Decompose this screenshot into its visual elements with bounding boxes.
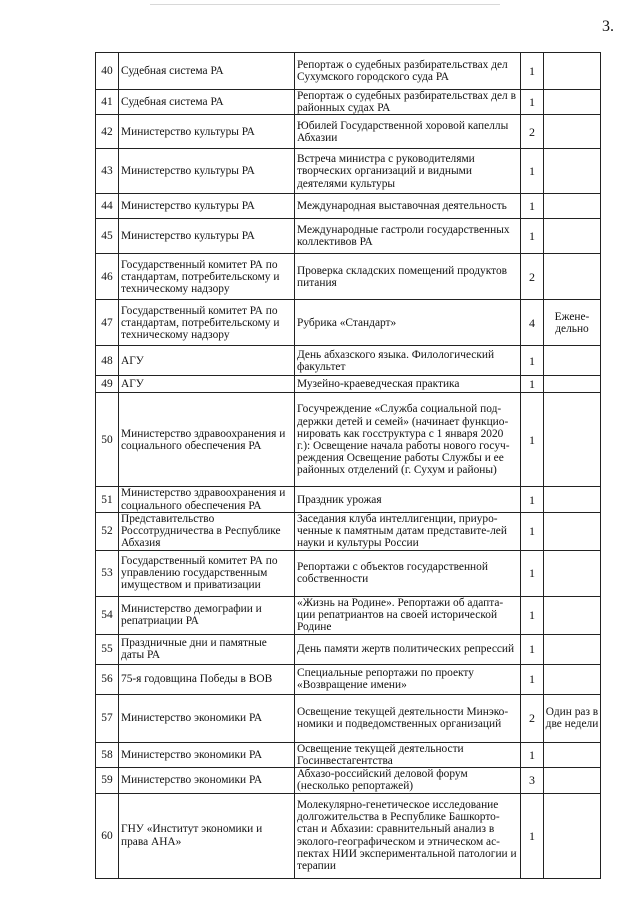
table-row	[96, 634, 601, 664]
organization-cell: АГУ	[119, 376, 295, 393]
organization-cell: Министерство экономики РА	[119, 694, 295, 742]
row-number-cell: 41	[96, 90, 119, 115]
periodicity-cell	[544, 550, 601, 596]
organization-cell: Министерство экономики РА	[119, 768, 295, 793]
periodicity-cell	[544, 115, 601, 149]
organization-cell: Судебная система РА	[119, 53, 295, 90]
quantity-cell: 1	[521, 550, 544, 596]
topic-cell: Репортажи с объектов государственной собственности	[295, 550, 521, 596]
organization-cell: Министерство демографии и репатриации РА	[119, 596, 295, 634]
periodicity-cell	[544, 90, 601, 115]
row-number-cell: 43	[96, 149, 119, 194]
organization-cell: Министерство культуры РА	[119, 115, 295, 149]
topic-cell: Абхазо-российский деловой форум (несколько репортажей)	[295, 768, 521, 793]
quantity-cell: 1	[521, 664, 544, 694]
periodicity-cell	[544, 376, 601, 393]
quantity-cell: 2	[521, 694, 544, 742]
row-number-cell: 58	[96, 742, 119, 767]
periodicity-cell	[544, 53, 601, 90]
row-number-cell: 57	[96, 694, 119, 742]
organization-cell: Министерство культуры РА	[119, 149, 295, 194]
organization-cell: Представительство Россотрудничества в Республике Абхазия	[119, 512, 295, 550]
periodicity-cell	[544, 254, 601, 300]
quantity-cell: 2	[521, 115, 544, 149]
table-row	[96, 90, 601, 115]
row-number-cell: 44	[96, 194, 119, 219]
topic-cell: День памяти жертв политических репрессий	[295, 634, 521, 664]
table-row	[96, 664, 601, 694]
quantity-cell: 1	[521, 742, 544, 767]
organization-cell: Судебная система РА	[119, 90, 295, 115]
periodicity-cell	[544, 194, 601, 219]
table-row	[96, 742, 601, 767]
organization-cell: Министерство здравоохранения и социального обеспечения РА	[119, 393, 295, 487]
topic-cell: Заседания клуба интеллигенции, приуро-ченные к памятным датам представите-лей науки и культуры России	[295, 512, 521, 550]
row-number-cell: 51	[96, 487, 119, 512]
topic-cell: Международная выставочная деятельность	[295, 194, 521, 219]
quantity-cell: 1	[521, 53, 544, 90]
table-row	[96, 254, 601, 300]
row-number-cell: 55	[96, 634, 119, 664]
topic-cell: Рубрика «Стандарт»	[295, 300, 521, 346]
topic-cell: Юбилей Государственной хоровой капеллы Абхазии	[295, 115, 521, 149]
scan-top-rule	[150, 4, 500, 5]
row-number-cell: 53	[96, 550, 119, 596]
table-row	[96, 194, 601, 219]
quantity-cell: 1	[521, 346, 544, 376]
row-number-cell: 54	[96, 596, 119, 634]
topic-cell: Освещение текущей деятельности Госинвестагентства	[295, 742, 521, 767]
quantity-cell: 1	[521, 90, 544, 115]
row-number-cell: 60	[96, 793, 119, 878]
topic-cell: Музейно-краеведческая практика	[295, 376, 521, 393]
table-row	[96, 115, 601, 149]
periodicity-cell	[544, 768, 601, 793]
table-row	[96, 219, 601, 254]
quantity-cell: 1	[521, 376, 544, 393]
topic-cell: Молекулярно-генетическое исследование долгожительства в Республике Башкорто-стан и Абхазии: сравнительный анализ в эколого-географическом и этническом ас-пектах НИИ экспериментальной патологии и терапии	[295, 793, 521, 878]
quantity-cell: 1	[521, 596, 544, 634]
table-row	[96, 346, 601, 376]
periodicity-cell	[544, 149, 601, 194]
quantity-cell: 1	[521, 487, 544, 512]
periodicity-cell	[544, 634, 601, 664]
organization-cell: Государственный комитет РА по управлению государственным имуществом и приватизации	[119, 550, 295, 596]
quantity-cell: 1	[521, 149, 544, 194]
quantity-cell: 1	[521, 634, 544, 664]
topic-cell: Праздник урожая	[295, 487, 521, 512]
periodicity-cell	[544, 487, 601, 512]
program-table	[95, 52, 601, 879]
row-number-cell: 40	[96, 53, 119, 90]
quantity-cell: 1	[521, 793, 544, 878]
quantity-cell: 1	[521, 393, 544, 487]
table-row	[96, 768, 601, 793]
table-row	[96, 300, 601, 346]
periodicity-cell	[544, 596, 601, 634]
row-number-cell: 47	[96, 300, 119, 346]
table-row	[96, 53, 601, 90]
topic-cell: Встреча министра с руководителями творческих организаций и видными деятелями культуры	[295, 149, 521, 194]
table-row	[96, 596, 601, 634]
organization-cell: Государственный комитет РА по стандартам, потребительскому и техническому надзору	[119, 300, 295, 346]
row-number-cell: 42	[96, 115, 119, 149]
organization-cell: Министерство здравоохранения и социального обеспечения РА	[119, 487, 295, 512]
periodicity-cell	[544, 742, 601, 767]
topic-cell: Госучреждение «Служба социальной под-держки детей и семей» (начинает функцио-нировать как госструктура с 1 января 2020 г.): Освещение начала работы нового госуч-реждения Освещение работы Службы и ее районных отделений (г. Сухум и районы)	[295, 393, 521, 487]
organization-cell: ГНУ «Институт экономики и права АНА»	[119, 793, 295, 878]
topic-cell: «Жизнь на Родине». Репортажи об адапта-ции репатриантов на своей исторической Родине	[295, 596, 521, 634]
row-number-cell: 50	[96, 393, 119, 487]
organization-cell: АГУ	[119, 346, 295, 376]
row-number-cell: 59	[96, 768, 119, 793]
organization-cell: 75-я годовщина Победы в ВОВ	[119, 664, 295, 694]
quantity-cell: 1	[521, 194, 544, 219]
quantity-cell: 2	[521, 254, 544, 300]
organization-cell: Праздничные дни и памятные даты РА	[119, 634, 295, 664]
periodicity-cell	[544, 346, 601, 376]
row-number-cell: 46	[96, 254, 119, 300]
table-row	[96, 512, 601, 550]
table-row	[96, 793, 601, 878]
organization-cell: Министерство экономики РА	[119, 742, 295, 767]
organization-cell: Государственный комитет РА по стандартам, потребительскому и техническому надзору	[119, 254, 295, 300]
periodicity-cell	[544, 793, 601, 878]
table-row	[96, 376, 601, 393]
quantity-cell: 1	[521, 512, 544, 550]
row-number-cell: 48	[96, 346, 119, 376]
organization-cell: Министерство культуры РА	[119, 194, 295, 219]
periodicity-cell	[544, 219, 601, 254]
periodicity-cell	[544, 512, 601, 550]
table-row	[96, 393, 601, 487]
quantity-cell: 1	[521, 219, 544, 254]
periodicity-cell	[544, 664, 601, 694]
organization-cell: Министерство культуры РА	[119, 219, 295, 254]
periodicity-cell	[544, 393, 601, 487]
topic-cell: Проверка складских помещений продуктов питания	[295, 254, 521, 300]
periodicity-cell: Один раз в две недели	[544, 694, 601, 742]
topic-cell: Репортаж о судебных разбирательствах дел Сухумского городского суда РА	[295, 53, 521, 90]
quantity-cell: 4	[521, 300, 544, 346]
periodicity-cell: Ежене-дельно	[544, 300, 601, 346]
table-row	[96, 550, 601, 596]
topic-cell: День абхазского языка. Филологический факультет	[295, 346, 521, 376]
topic-cell: Специальные репортажи по проекту «Возвращение имени»	[295, 664, 521, 694]
row-number-cell: 45	[96, 219, 119, 254]
quantity-cell: 3	[521, 768, 544, 793]
table-row	[96, 149, 601, 194]
row-number-cell: 52	[96, 512, 119, 550]
table-row	[96, 694, 601, 742]
row-number-cell: 49	[96, 376, 119, 393]
table-row	[96, 487, 601, 512]
topic-cell: Международные гастроли государственных коллективов РА	[295, 219, 521, 254]
page-number: 3.	[602, 18, 614, 35]
topic-cell: Репортаж о судебных разбирательствах дел в районных судах РА	[295, 90, 521, 115]
row-number-cell: 56	[96, 664, 119, 694]
topic-cell: Освещение текущей деятельности Минэко-номики и подведомственных организаций	[295, 694, 521, 742]
